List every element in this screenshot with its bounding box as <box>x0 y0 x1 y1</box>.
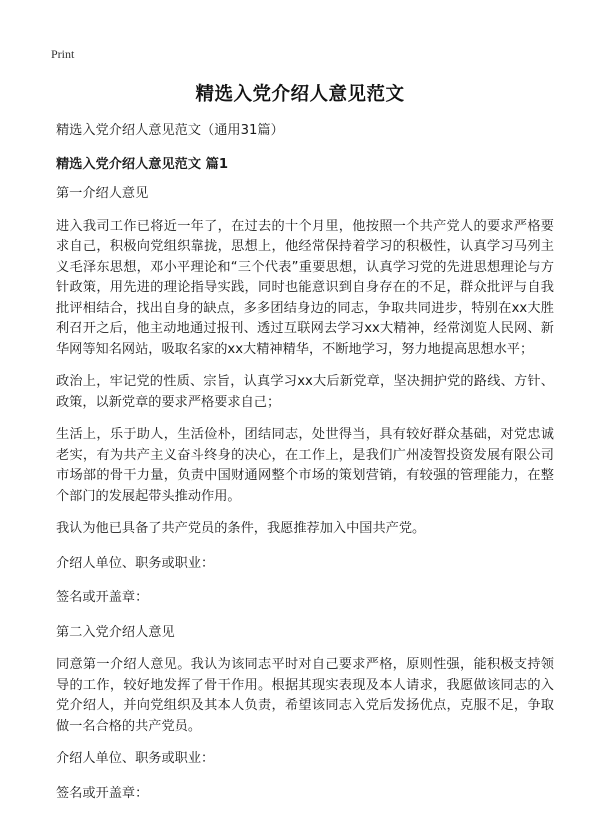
first-opinion-paragraph-3: 生活上，乐于助人，生活俭朴，团结同志，处世得当，具有较好群众基础，对党忠诚老实，有为共产主义奋斗终身的决心，在工作上，是我们广州凌智投资发展有限公司市场部的骨干力量，负责中国财通网整个市场的策划营销，有较强的管理能力，在整个部门的发展起带头推动作用。 <box>56 427 554 504</box>
second-introducer-label: 第二入党介绍人意见 <box>56 624 175 640</box>
document-subtitle: 精选入党介绍人意见范文（通用31篇） <box>56 123 284 138</box>
section-heading: 精选入党介绍人意见范文 篇1 <box>56 156 229 172</box>
page-title: 精选入党介绍人意见范文 <box>195 84 405 105</box>
print-link[interactable]: Print <box>51 47 75 61</box>
first-opinion-paragraph-2: 政治上，牢记党的性质、宗旨，认真学习xx大后新党章，坚决拥护党的路线、方针、政策，以新党章的要求严格要求自己； <box>56 374 554 410</box>
first-introducer-unit-field: 介绍人单位、职务或职业： <box>56 555 215 571</box>
first-introducer-signature-field: 签名或开盖章： <box>56 590 149 605</box>
first-opinion-paragraph-4: 我认为他已具备了共产党员的条件，我愿推荐加入中国共产党。 <box>56 521 426 536</box>
second-introducer-signature-field: 签名或开盖章： <box>56 785 149 801</box>
first-introducer-label: 第一介绍人意见 <box>56 186 149 201</box>
first-opinion-paragraph-1: 进入我司工作已将近一年了，在过去的十个月里，他按照一个共产党人的要求严格要求自己，积极向党组织靠拢，思想上，他经常保持着学习的积极性，认真学习马列主义毛泽东思想，邓小平理论和“三个代表”重要思想，认真学习党的先进思想理论与方针政策，用先进的理论指导实践，同时也能意识到自身存在的不足，群众批评与自我批评相结合，找出自身的缺点，多多团结身边的同志，争取共同进步，特别在xx大胜利召开之后，他主动地通过报刊、透过互联网去学习xx大精神，经常浏览人民网、新华网等知名网站，吸取名家的xx大精神精华，不断地学习，努力地提高思想水平； <box>56 218 554 357</box>
second-introducer-unit-field: 介绍人单位、职务或职业： <box>56 751 215 766</box>
second-opinion-paragraph-1: 同意第一介绍人意见。我认为该同志平时对自己要求严格，原则性强，能积极支持领导的工作，较好地发挥了骨干作用。根据其现实表现及本人请求，我愿做该同志的入党介绍人，并向党组织及其本人负责，希望该同志入党后发扬优点，克服不足，争取做一名合格的共产党员。 <box>56 657 554 734</box>
document-body <box>56 121 554 818</box>
